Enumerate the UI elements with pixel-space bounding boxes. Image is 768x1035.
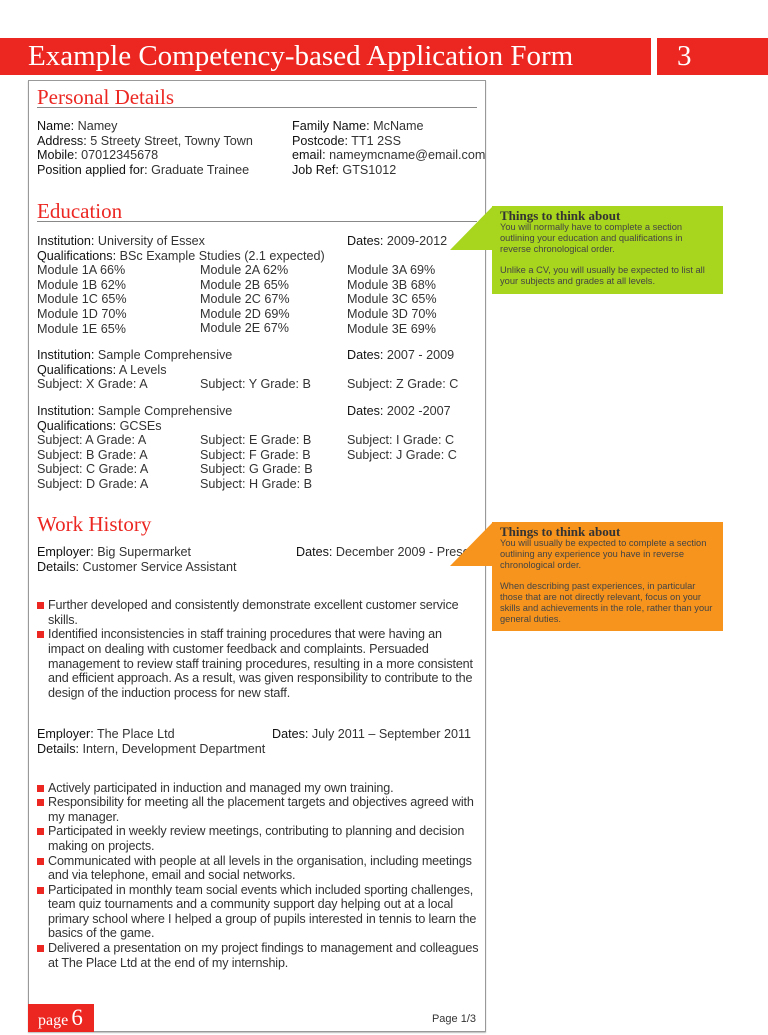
field-address: Address: 5 Streety Street, Towny Town [37, 133, 253, 148]
field-mobile: Mobile: 07012345678 [37, 148, 159, 163]
title-bar [0, 38, 651, 75]
field-position: Position applied for: Graduate Trainee [37, 162, 250, 177]
list-item: Actively participated in induction and managed my own training. [37, 781, 481, 796]
list-item: Identified inconsistencies in staff training procedures that were having an impact on dealing with customer feedback and complaints. Persuaded management to review staff training procedures, resulting in a more consistent and efficient approach. As a result, was given responsibility to contribute to the design of the induction process for new staff. [37, 627, 481, 700]
field-postcode: Postcode: TT1 2SS [292, 133, 401, 148]
uni-modules-2: Module 2A 62% Module 2B 65% Module 2C 67% Module 2D 69% Module 2E 67% [200, 263, 290, 336]
alevel-dates: Dates: 2007 - 2009 Subject: Z Grade: C [347, 348, 459, 392]
gcse-col2: Subject: E Grade: B Subject: F Grade: B Subject: G Grade: B Subject: H Grade: B [200, 433, 313, 491]
job2-info: Employer: The Place Ltd Details: Intern, Development Department Dates: July 2011 – September 2011 [37, 727, 472, 756]
list-item: Communicated with people at all levels in the organisation, including meetings and via telephone, email and social networks. [37, 854, 481, 883]
field-family-name: Family Name: McName [292, 119, 424, 133]
personal-left [37, 119, 253, 177]
alevel-info: Institution: Sample Comprehensive Qualifications: A Levels Subject: X Grade: A [37, 348, 233, 392]
job1-info: Employer: Big Supermarket Details: Customer Service Assistant Dates: December 2009 - Present [37, 545, 481, 574]
job1-dates: Dates: December 2009 - Present [296, 545, 481, 559]
work-tip-callout: Things to think about You will usually be expected to complete a section outlining any experience you have in reverse chronological order. When describing past experiences, in particular those that are not directly relevant, focus on your skills and achievements in the role, rather than your general duties. [492, 522, 723, 631]
page-count: Page 1/3 [431, 1013, 476, 1026]
job2-bullets [37, 781, 481, 971]
page-number-badge: page 6 [28, 1004, 94, 1032]
divider [37, 221, 477, 222]
gcse-info: Institution: Sample Comprehensive Qualifications: GCSEs Subject: A Grade: A Subject: B Grade: A Subject: C Grade: A Subject: D Grade: A [37, 404, 233, 491]
list-item: Delivered a presentation on my project findings to management and colleagues at The Place Ltd at the end of my internship. [37, 941, 481, 970]
personal-right [292, 119, 485, 177]
field-job-ref: Job Ref: GTS1012 [292, 162, 397, 177]
list-item: Responsibility for meeting all the placement targets and objectives agreed with my manager. [37, 795, 481, 824]
divider [37, 107, 477, 108]
work-section [37, 545, 481, 1032]
list-item: Further developed and consistently demonstrate excellent customer service skills. [37, 598, 481, 627]
uni-info: Institution: University of Essex Qualifications: BSc Example Studies (2.1 expected) Module 1A 66% Module 1B 62% Module 1C 65% Module 1D 70% Module 1E 65% [37, 234, 325, 336]
list-item: Participated in weekly review meetings, contributing to planning and decision making on projects. [37, 824, 481, 853]
education-tip-callout: Things to think about You will normally have to complete a section outlining your education and qualifications in reverse chronological order. Unlike a CV, you will usually be expected to list all your subjects and grades at all levels. [492, 206, 723, 294]
field-email: email: nameymcname@email.com [292, 148, 486, 163]
education-heading: Education [37, 199, 123, 223]
section-number-text: 3 [677, 40, 692, 72]
field-name: Name: Namey [37, 119, 118, 133]
section-number [657, 38, 768, 75]
document-title: Example Competency-based Application Form [28, 40, 574, 72]
personal-heading: Personal Details [37, 85, 175, 109]
uni-modules-3: Dates: 2009-2012 Module 3A 69% Module 3B 68% Module 3C 65% Module 3D 70% Module 3E 69% [347, 234, 448, 336]
page-footer [28, 1004, 486, 1032]
alevel-subject: Subject: Y Grade: B [200, 377, 311, 391]
gcse-col3: Dates: 2002 -2007 Subject: I Grade: C Subject: J Grade: C [347, 404, 457, 462]
callout-pointer [450, 522, 493, 566]
work-heading: Work History [37, 512, 152, 536]
callout-pointer [450, 206, 493, 250]
job1-bullets [37, 598, 481, 700]
list-item: Participated in monthly team social events which included sporting challenges, team quiz tournaments and a community support day helping out at a local primary school where I helped a group of pupils interested in tennis to learn the basics of the game. [37, 883, 481, 941]
job2-dates: Dates: July 2011 – September 2011 [272, 727, 472, 742]
